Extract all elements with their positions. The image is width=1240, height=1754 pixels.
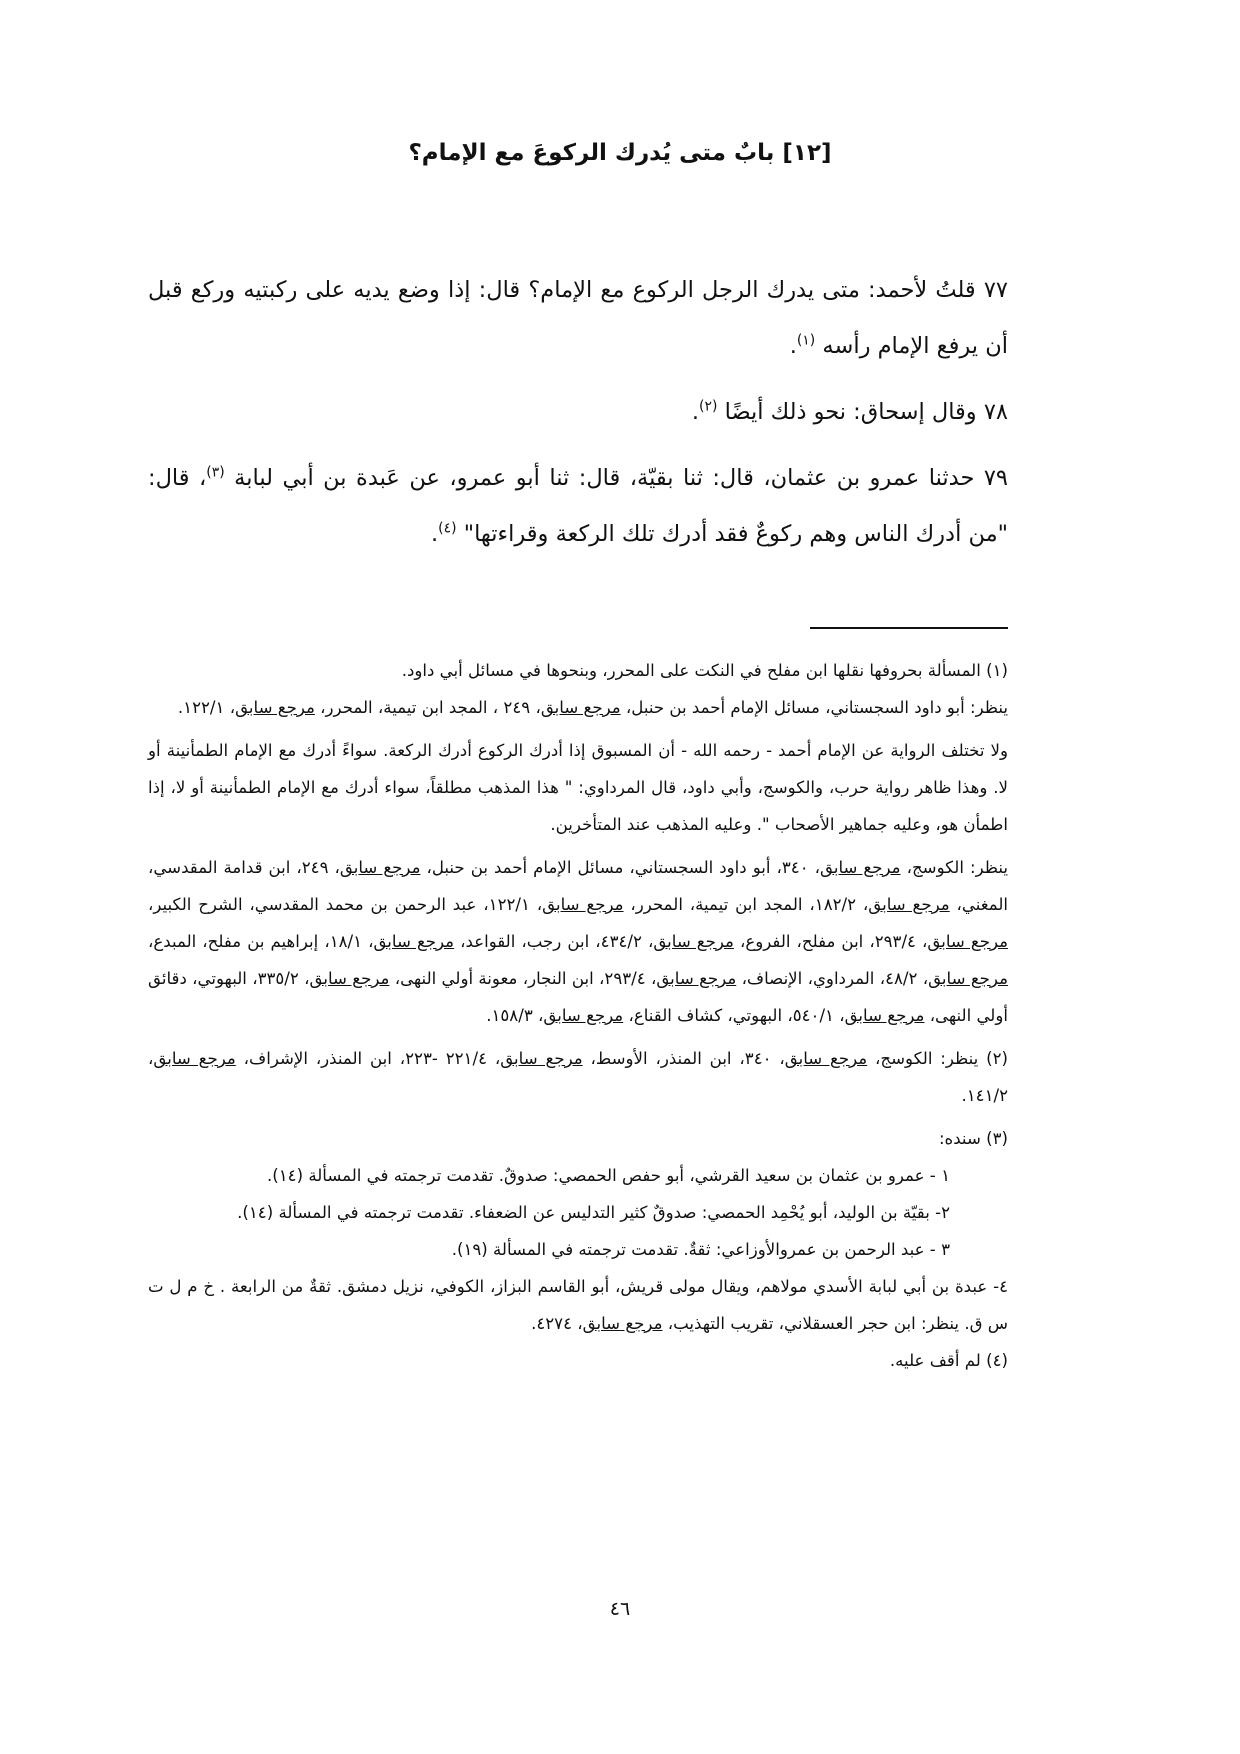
paragraph-77-text: ٧٧ قلتُ لأحمد: متى يدرك الرجل الركوع مع الإمام؟ قال: إذا وضع يديه على ركبتيه وركع قبل أن يرفع الإمام رأسه	[148, 277, 1008, 359]
reference-link: مرجع سابق	[543, 1006, 624, 1025]
reference-link: مرجع سابق	[339, 858, 421, 877]
footnote-ref-2: (٢)	[699, 398, 718, 415]
reference-link: مرجع سابق	[653, 932, 734, 951]
reference-link: مرجع سابق	[820, 858, 901, 877]
reference-link: مرجع سابق	[844, 1006, 925, 1025]
paragraph-78: ٧٨ وقال إسحاق: نحو ذلك أيضًا $^{(٢)}$.	[691, 398, 1008, 425]
reference-link: مرجع سابق	[500, 1049, 583, 1068]
footnotes	[148, 652, 1008, 1379]
reference-link: مرجع سابق	[373, 932, 455, 951]
reference-link: مرجع سابق	[656, 969, 737, 988]
footnote-1-references: ينظر: الكوسج، مرجع سابق، ٣٤٠، أبو داود السجستاني، مسائل الإمام أحمد بن حنبل، مرجع سابق، ٢٤٩، ابن قدامة المقدسي، المغني، مرجع سابق، ١٨٢/٢، المجد ابن تيمية، المحرر، مرجع سابق، ١٢٢/١، عبد الرحمن بن محمد المقدسي، الشرح الكبير، مرجع سابق، ٢٩٣/٤، ابن مفلح، الفروع، مرجع سابق، ٤٣٤/٢، ابن رجب، القواعد، مرجع سابق، ١٨/١، إبراهيم بن مفلح، المبدع، مرجع سابق، ٤٨/٢، المرداوي، الإنصاف، مرجع سابق، ٢٩٣/٤، ابن النجار، معونة أولي النهى، مرجع سابق، ٣٣٥/٢، البهوتي، دقائق أولي النهى، مرجع سابق، ٥٤٠/١، البهوتي، كشاف القناع، مرجع سابق، ١٥٨/٣.	[148, 858, 1009, 1025]
reference-link: مرجع سابق	[868, 895, 950, 914]
footnote-ref-3: (٣)	[206, 464, 225, 481]
reference-link: مرجع سابق	[582, 1314, 663, 1333]
footnote-1-discussion: ولا تختلف الرواية عن الإمام أحمد - رحمه الله - أن المسبوق إذا أدرك الركوع أدرك الركعة. سواءً أدرك مع الإمام الطمأنينة أو لا. وهذا ظاهر رواية حرب، والكوسج، وأبي داود، قال المرداوي: " هذا المذهب مطلقاً، سواء أدرك مع الإمام الطمأنينة أو لا، إذا اطمأن هو، وعليه جماهير الأصحاب ". وعليه المذهب عند المتأخرين.	[148, 741, 1008, 834]
reference-link: مرجع سابق	[928, 969, 1008, 988]
reference-link: مرجع سابق	[153, 1049, 236, 1068]
footnote-1-sources: ينظر: أبو داود السجستاني، مسائل الإمام أحمد بن حنبل، مرجع سابق، ٢٤٩ ، المجد ابن تيمية، المحرر، مرجع سابق، ١٢٢/١.	[177, 698, 1008, 717]
footnote-2: (٢) ينظر: الكوسج، مرجع سابق، ٣٤٠، ابن المنذر، الأوسط، مرجع سابق، ٢٢١/٤ -٢٢٣، ابن المنذر، الإشراف، مرجع سابق، ١٤١/٢.	[148, 1049, 1009, 1105]
footnote-1-line1: (١) المسألة بحروفها نقلها ابن مفلح في النكت على المحرر، وبنحوها في مسائل أبي داود.	[401, 661, 1008, 680]
reference-link: مرجع سابق	[309, 969, 390, 988]
paragraph-77: ٧٧ قلتُ لأحمد: متى يدرك الرجل الركوع مع الإمام؟ قال: إذا وضع يديه على ركبتيه وركع قبل أن يرفع الإمام رأسه $^{(١)}$.	[148, 277, 1008, 359]
reference-link: مرجع سابق	[235, 698, 315, 717]
chapter-title: [١٢] بابٌ متى يُدرك الركوعَ مع الإمام؟	[408, 140, 832, 166]
footnote-ref-1: (١)	[796, 332, 816, 349]
paragraph-79: ٧٩ حدثنا عمرو بن عثمان، قال: ثنا بقيّة، قال: ثنا أبو عمرو، عن عَبدة بن أبي لبابة $^{(٣)}$، قال: "من أدرك الناس وهم ركوعٌ فقد أدرك تلك الركعة وقراءتها" $^{(٤)}$.	[148, 464, 1008, 547]
footnote-separator	[810, 627, 1008, 629]
page-number: ٤٦	[609, 1598, 631, 1620]
footnote-3-head: (٣) سنده:	[938, 1129, 1008, 1148]
reference-link: مرجع سابق	[784, 1049, 868, 1068]
main-text	[148, 262, 1008, 562]
reference-link: مرجع سابق	[542, 895, 624, 914]
footnote-4: (٤) لم أقف عليه.	[889, 1351, 1008, 1370]
footnote-3-item-1: ١ - عمرو بن عثمان بن سعيد القرشي، أبو حفص الحمصي: صدوقٌ. تقدمت ترجمته في المسألة (١٤).	[267, 1166, 950, 1185]
footnote-3-item-2: ٢- بقيّة بن الوليد، أبو يُحْمِد الحمصي: صدوقٌ كثير التدليس عن الضعفاء. تقدمت ترجمته في المسألة (١٤).	[237, 1203, 950, 1222]
paragraph-78-text: ٧٨ وقال إسحاق: نحو ذلك أيضًا	[717, 399, 1008, 425]
paragraph-79-text: ٧٩ حدثنا عمرو بن عثمان، قال: ثنا بقيّة، قال: ثنا أبو عمرو، عن عَبدة بن أبي لبابة	[224, 465, 1008, 491]
footnote-ref-4: (٤)	[438, 520, 457, 537]
footnote-3-item-4: ٤- عبدة بن أبي لبابة الأسدي مولاهم، ويقال مولى قريش، أبو القاسم البزاز، الكوفي، نزيل دمشق. ثقةٌ من الرابعة . خ م ل ت س ق. ينظر: ابن حجر العسقلاني، تقريب التهذيب، مرجع سابق، ٤٢٧٤.	[148, 1277, 1008, 1333]
reference-link: مرجع سابق	[927, 932, 1008, 951]
reference-link: مرجع سابق	[540, 698, 621, 717]
footnote-3-item-3: ٣ - عبد الرحمن بن عمروالأوزاعي: ثقةٌ. تقدمت ترجمته في المسألة (١٩).	[451, 1240, 950, 1259]
